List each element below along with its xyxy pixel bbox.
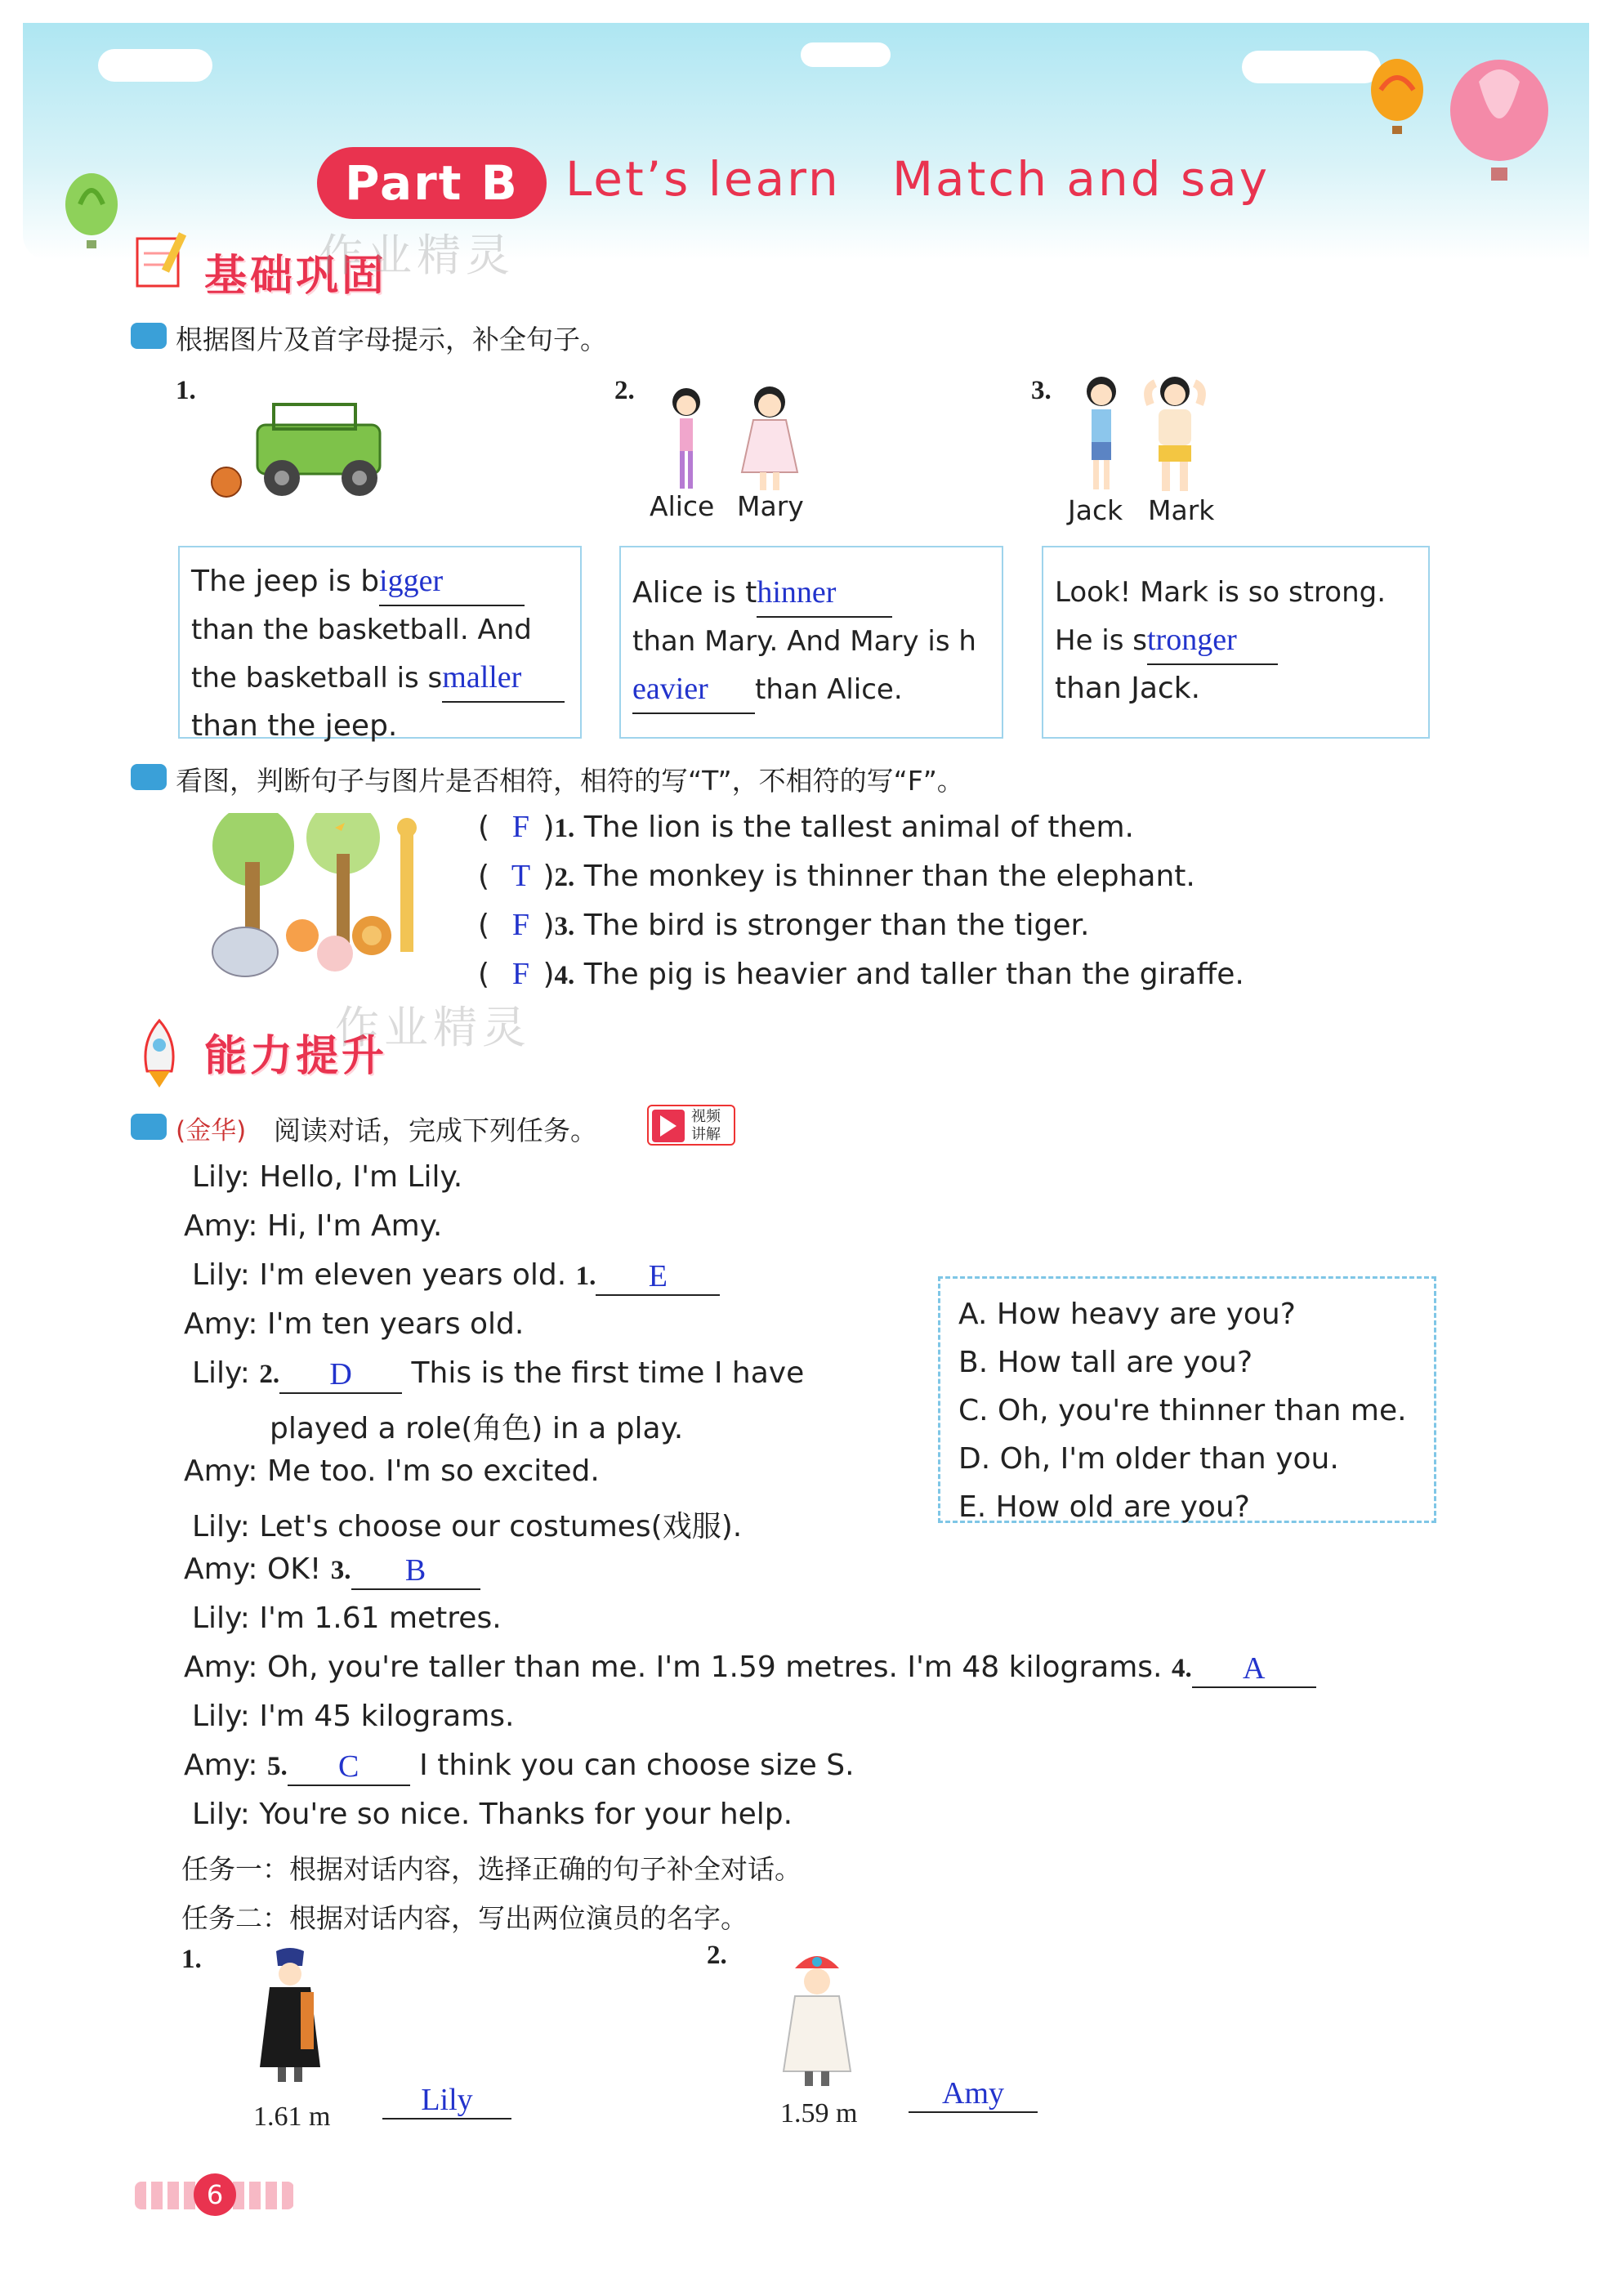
dialogue-line — [184, 1209, 442, 1243]
caption-mark: Mark — [1148, 494, 1215, 526]
video-badge-line2: 讲解 — [691, 1126, 721, 1143]
jack-mark-image — [1070, 372, 1226, 503]
task-two: 任务二：根据对话内容，写出两位演员的名字。 — [181, 1902, 748, 1934]
video-badge-line1: 视频 — [691, 1108, 721, 1125]
q2-instruction: 看图，判断句子与图片是否相符，相符的写“T”，不相符的写“F”。 — [176, 765, 964, 797]
sentence-text: than Alice. — [755, 673, 903, 706]
dialogue-line — [192, 1160, 462, 1194]
dialogue-text: Oh, you're taller than me. I'm 1.59 metres. I'm 48 kilograms. — [266, 1651, 1163, 1684]
video-explanation-button[interactable] — [647, 1105, 735, 1146]
actor-number: 1. — [181, 1945, 202, 1974]
q3-instruction: 阅读对话，完成下列任务。 — [274, 1114, 597, 1146]
actor-name-answer[interactable]: Amy — [909, 2075, 1038, 2113]
caption-mary: Mary — [737, 490, 804, 522]
opera-actor-2-image — [772, 1949, 862, 2096]
tf-item: ( T )2. The monkey is thinner than the elephant. — [478, 859, 1195, 893]
dialogue-line — [192, 1356, 804, 1394]
tf-statement: The bird is stronger than the tiger. — [583, 909, 1090, 942]
answer-blank[interactable]: tronger — [1147, 616, 1278, 665]
answer-blank[interactable]: maller — [442, 654, 565, 703]
notebook-pencil-icon — [131, 229, 196, 294]
rocket-icon — [131, 1017, 188, 1091]
sentence-text: Look! Mark is so strong. He is s — [1055, 576, 1386, 657]
answer-blank[interactable]: eavier — [632, 665, 755, 714]
dialogue-text: I think you can choose size S. — [419, 1749, 855, 1782]
option-item: D. Oh, I'm older than you. — [958, 1442, 1339, 1476]
tf-answer[interactable]: F — [511, 810, 530, 844]
tf-number: 3. — [554, 912, 575, 941]
tf-item: ( F )4. The pig is heavier and taller than the giraffe. — [478, 957, 1244, 991]
q1-sentence-box-3 — [1042, 546, 1430, 739]
q1-instruction: 根据图片及首字母提示，补全句子。 — [176, 324, 607, 355]
sentence-text: than Jack. — [1055, 672, 1201, 705]
speaker: Lily: — [192, 1700, 250, 1733]
tf-number: 4. — [554, 961, 575, 990]
actor-height: 1.59 m — [780, 2098, 858, 2128]
dialogue-text: Me too. I'm so excited. — [266, 1454, 600, 1488]
option-item: B. How tall are you? — [958, 1346, 1253, 1379]
dialogue-text: Hi, I'm Amy. — [266, 1209, 443, 1243]
dialogue-text: I'm 1.61 metres. — [259, 1601, 502, 1635]
dialogue-answer-blank[interactable]: A — [1192, 1651, 1316, 1688]
answer-blank[interactable]: igger — [379, 557, 525, 606]
dialogue-text: I'm eleven years old. — [259, 1258, 567, 1292]
speaker: Amy: — [184, 1209, 258, 1243]
dialogue-line — [192, 1258, 720, 1296]
option-item: E. How old are you? — [958, 1490, 1250, 1524]
dialogue-text: This is the first time I have — [411, 1356, 805, 1390]
caption-alice: Alice — [650, 490, 715, 522]
dialogue-text: I'm 45 kilograms. — [259, 1700, 515, 1733]
dialogue-line — [192, 1601, 502, 1635]
dialogue-line — [192, 1798, 793, 1831]
actor-name-answer[interactable]: Lily — [382, 2082, 511, 2120]
blank-number: 1. — [575, 1262, 596, 1291]
dialogue-text: You're so nice. Thanks for your help. — [259, 1798, 793, 1831]
tf-number: 2. — [554, 863, 575, 892]
jeep-basketball-image — [208, 384, 396, 507]
blank-number: 3. — [330, 1556, 351, 1585]
speaker: Lily: — [192, 1258, 250, 1292]
dialogue-answer-blank[interactable]: B — [351, 1552, 480, 1590]
sentence-text: than Mary. And Mary is h — [632, 625, 976, 658]
question-number-badge — [131, 323, 167, 349]
speaker: Amy: — [184, 1749, 258, 1782]
sentence-text: The jeep is b — [191, 565, 380, 598]
page-number: 6 — [194, 2173, 236, 2216]
dialogue-answer-blank[interactable]: D — [279, 1356, 402, 1394]
dialogue-line — [184, 1749, 855, 1786]
q1-item-number: 2. — [614, 376, 635, 405]
dialogue-line — [192, 1700, 514, 1733]
dialogue-text: Let's choose our costumes(戏服). — [259, 1510, 743, 1543]
speaker: Amy: — [184, 1651, 258, 1684]
dialogue-line — [270, 1405, 683, 1447]
alice-mary-image — [654, 384, 801, 498]
speaker: Amy: — [184, 1454, 258, 1488]
dialogue-text: OK! — [266, 1552, 322, 1586]
dialogue-answer-blank[interactable]: C — [288, 1749, 410, 1786]
dialogue-line — [192, 1503, 742, 1545]
question-number-badge — [131, 764, 167, 790]
tf-answer[interactable]: F — [511, 957, 530, 991]
sentence-text: than the basketball. And the basketball is s — [191, 614, 532, 695]
dialogue-answer-blank[interactable]: E — [596, 1258, 720, 1296]
q1-item-number: 1. — [176, 376, 196, 405]
cloud-decoration — [98, 49, 212, 82]
speaker: Lily: — [192, 1510, 250, 1543]
actor-number: 2. — [707, 1941, 727, 1970]
watermark: 作业精灵 — [335, 1002, 531, 1053]
sentence-text: than the jeep. — [191, 709, 398, 743]
tf-answer[interactable]: F — [511, 908, 530, 942]
tf-number: 1. — [554, 814, 575, 843]
dialogue-text: played a role(角色) in a play. — [270, 1412, 684, 1445]
lets-learn-title: Let’s learn — [565, 151, 841, 207]
match-say-title: Match and say — [892, 151, 1270, 207]
actor-height: 1.61 m — [253, 2102, 331, 2132]
tf-statement: The monkey is thinner than the elephant. — [583, 860, 1195, 893]
tf-item: ( F )3. The bird is stronger than the tiger. — [478, 908, 1090, 942]
tf-statement: The pig is heavier and taller than the giraffe. — [583, 958, 1244, 991]
q1-sentence-box-1 — [178, 546, 582, 743]
tf-item: ( F )1. The lion is the tallest animal of them. — [478, 810, 1134, 844]
answer-blank[interactable]: hinner — [757, 569, 892, 618]
speaker: Amy: — [184, 1552, 258, 1586]
dialogue-line — [184, 1454, 600, 1488]
options-box — [938, 1276, 1436, 1523]
blank-number: 2. — [259, 1360, 280, 1389]
speaker: Lily: — [192, 1356, 250, 1390]
option-item: C. Oh, you're thinner than me. — [958, 1394, 1407, 1427]
section-title-basic: 基础巩固 — [204, 252, 388, 301]
play-icon — [660, 1115, 677, 1137]
dialogue-text: I'm ten years old. — [266, 1307, 525, 1341]
tf-answer[interactable]: T — [511, 859, 531, 893]
q1-item-number: 3. — [1031, 376, 1052, 405]
dialogue-line — [184, 1307, 524, 1341]
sentence-text: Alice is t — [632, 576, 757, 610]
question-number-badge — [131, 1114, 167, 1140]
part-label-pill: Part B — [317, 147, 547, 219]
q1-sentence-box-2 — [619, 546, 1003, 739]
option-item: A. How heavy are you? — [958, 1298, 1296, 1331]
speaker: Lily: — [192, 1160, 250, 1194]
opera-actor-1-image — [245, 1945, 335, 2092]
blank-number: 4. — [1171, 1654, 1192, 1683]
watermark: 作业精灵 — [319, 230, 515, 281]
hot-air-balloons-icon — [1356, 57, 1569, 196]
speaker: Lily: — [192, 1798, 250, 1831]
dialogue-line — [184, 1552, 480, 1590]
caption-jack: Jack — [1068, 494, 1123, 526]
green-balloon-icon — [57, 172, 131, 261]
task-one: 任务一：根据对话内容，选择正确的句子补全对话。 — [181, 1853, 802, 1885]
section-title-advanced: 能力提升 — [204, 1032, 388, 1081]
speaker: Lily: — [192, 1601, 250, 1635]
dialogue-line — [184, 1651, 1316, 1688]
cloud-decoration — [801, 42, 891, 67]
animals-scene-image — [196, 813, 466, 985]
q3-region-tag: (金华) — [176, 1116, 247, 1146]
speaker: Amy: — [184, 1307, 258, 1341]
blank-number: 5. — [266, 1752, 288, 1781]
dialogue-text: Hello, I'm Lily. — [259, 1160, 463, 1194]
tf-statement: The lion is the tallest animal of them. — [583, 811, 1134, 844]
